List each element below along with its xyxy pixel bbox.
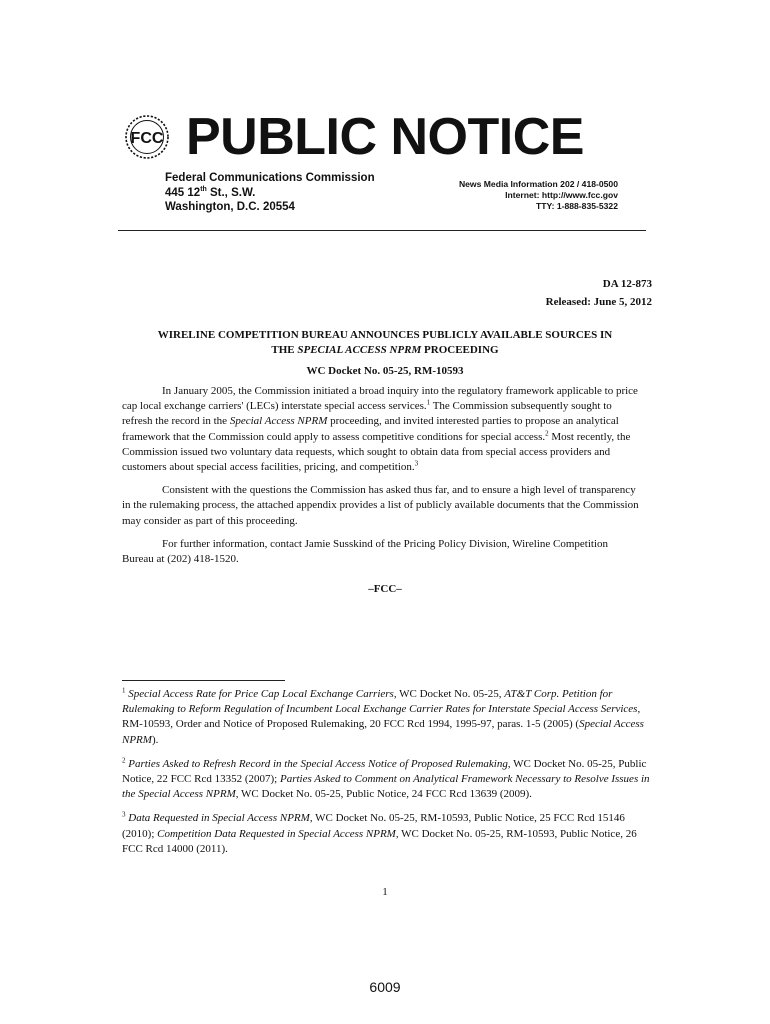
headline	[118, 328, 652, 358]
headline-line1: WIRELINE COMPETITION BUREAU ANNOUNCES PUBLICLY AVAILABLE SOURCES IN	[157, 329, 613, 341]
end-mark: –FCC–	[368, 583, 402, 595]
page-number: 1	[382, 886, 388, 898]
city-address: Washington, D.C. 20554	[165, 201, 295, 214]
header-divider	[118, 230, 646, 231]
fcc-seal-icon	[124, 114, 170, 160]
contact-info	[459, 179, 618, 212]
headline-line2: THE SPECIAL ACCESS NPRM PROCEEDING	[271, 344, 499, 356]
paragraph-2: Consistent with the questions the Commission has asked thus far, and to ensure a high level of transparency in the rulemaking process, the attached appendix provides a list of publicly available documents that the Commission may consider as part of this proceeding.	[122, 484, 639, 527]
bates-stamp: 6009	[369, 979, 401, 995]
footnote-ref-2[interactable]: 2	[545, 428, 549, 437]
street-address: 445 12th St., S.W.	[165, 185, 256, 199]
da-number: DA 12-873	[602, 278, 652, 290]
logo-text: FCC	[130, 130, 164, 147]
paragraph-1: In January 2005, the Commission initiated a broad inquiry into the regulatory framework applicable to price cap local exchange carriers' (LECs) interstate special access services.$^1$ The Commission subsequently sought to refresh the record in the Special Access NPRM proceeding, and invited interested parties to propose an analytical framework that the Commission could apply to assess competitive conditions for special access.$^2$ Most recently, the Commission issued two voluntary data requests, which sought to obtain data from special access providers and customers about special access facilities, pricing, and competition.$^3$	[122, 385, 638, 474]
release-date: Released: June 5, 2012	[545, 296, 652, 308]
footnote-divider	[122, 680, 285, 681]
release-info	[546, 275, 652, 311]
footnote-1: $^1$ Special Access Rate for Price Cap Local Exchange Carriers, WC Docket No. 05-25, AT&T Corp. Petition for Rulemaking to Reform Regulation of Incumbent Local Exchange Carrier Rates for Interstate Special Access Services, RM-10593, Order and Notice of Proposed Rulemaking, 20 FCC Rcd 1994, 1995-97, paras. 1-5 (2005) (Special Access NPRM).	[122, 686, 644, 746]
footnote-3: $^3$ Data Requested in Special Access NPRM, WC Docket No. 05-25, RM-10593, Public Notice, 25 FCC Rcd 15146 (2010); Competition Data Requested in Special Access NPRM, WC Docket No. 05-25, RM-10593, Public Notice, 26 FCC Rcd 14000 (2011).	[122, 810, 637, 855]
agency-name: Federal Communications Commission	[165, 172, 375, 184]
agency-address	[165, 171, 375, 215]
page-title: PUBLIC NOTICE	[186, 108, 584, 166]
footnotes	[122, 687, 650, 866]
internet-line: Internet: http://www.fcc.gov	[505, 190, 618, 200]
body-text	[122, 384, 642, 575]
footnote-ref-1[interactable]: 1	[426, 398, 431, 407]
footnote-ref-3[interactable]: 3	[414, 459, 419, 468]
footnote-2: $^2$ Parties Asked to Refresh Record in the Special Access Notice of Proposed Rulemaking, WC Docket No. 05-25, Public Notice, 22 FCC Rcd 13352 (2007); Parties Asked to Comment on Analytical Framework Necessary to Resolve Issues in the Special Access NPRM, WC Docket No. 05-25, Public Notice, 24 FCC Rcd 13639 (2009).	[122, 756, 650, 801]
paragraph-3: For further information, contact Jamie Susskind of the Pricing Policy Division, Wireline Competition Bureau at (202) 418-1520.	[122, 537, 609, 566]
tty-line: TTY: 1-888-835-5322	[535, 201, 618, 211]
news-media-line: News Media Information 202 / 418-0500	[458, 179, 618, 189]
docket-number: WC Docket No. 05-25, RM-10593	[306, 365, 464, 377]
